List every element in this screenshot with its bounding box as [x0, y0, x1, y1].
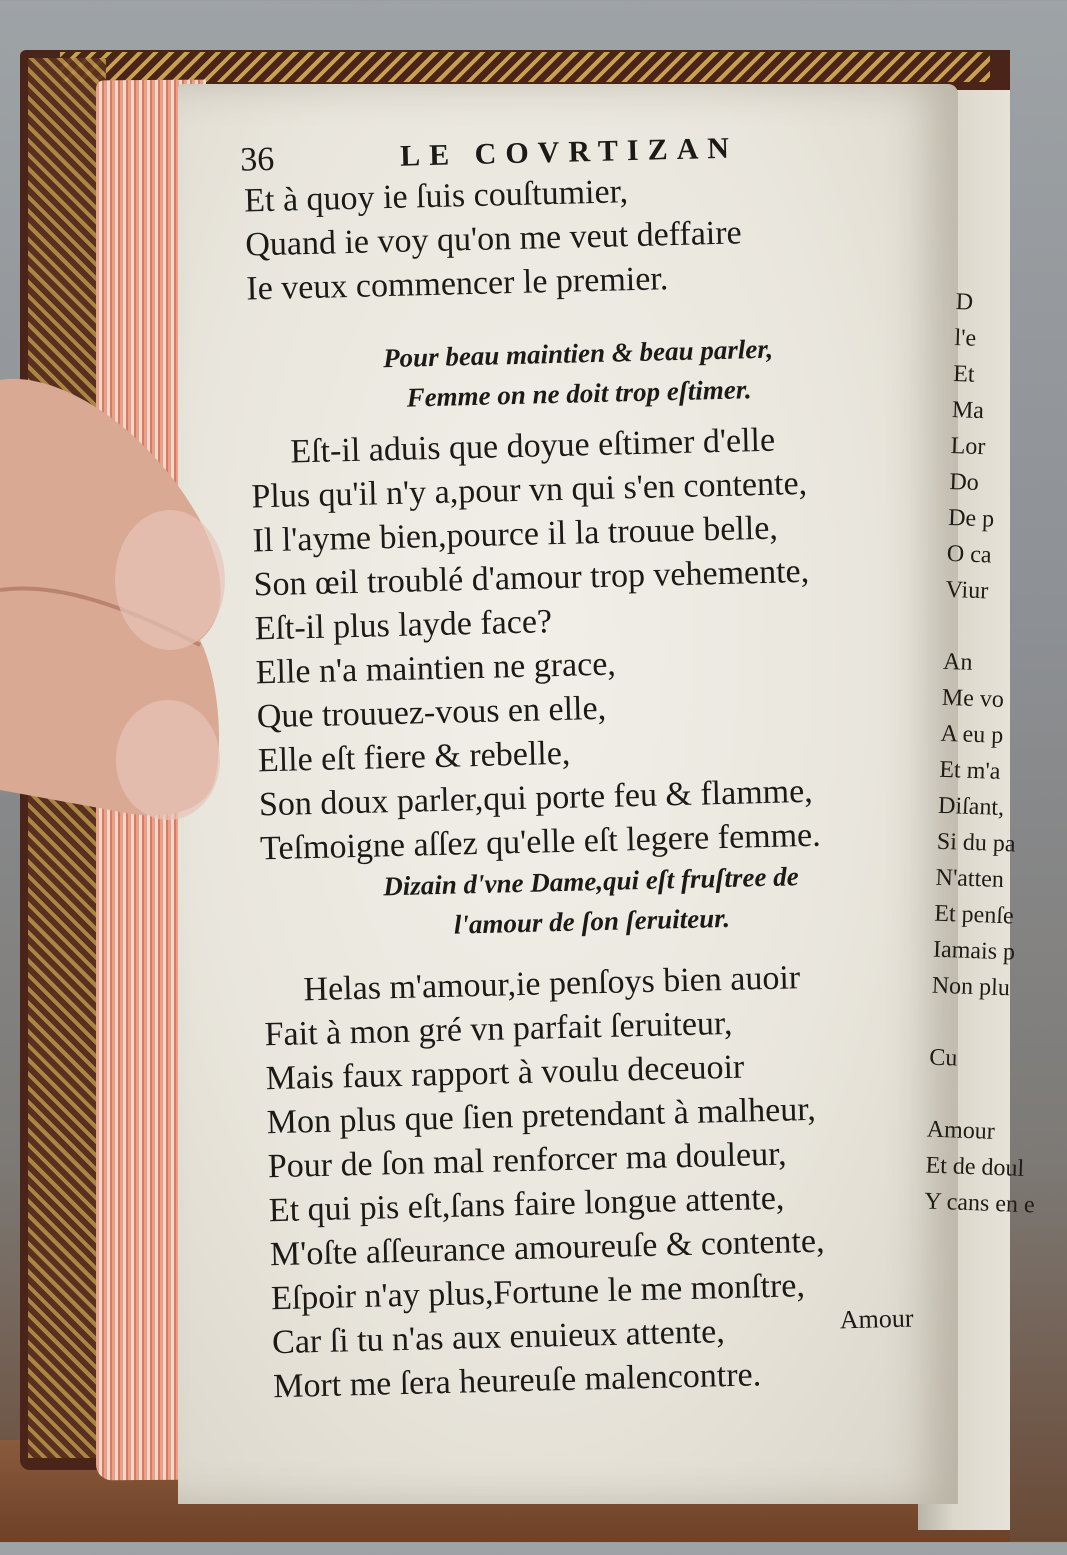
verse-line: Il l'ayme bien,pource il la trouue belle,: [252, 509, 779, 560]
verse-line: Pour de ſon mal renforcer ma douleur,: [267, 1135, 788, 1186]
facing-page-line: Diſant,: [937, 792, 1005, 822]
verse-line: Car ſi tu n'as aux enuieux attente,: [271, 1313, 726, 1362]
facing-page-line: De p: [947, 504, 995, 533]
poem-title-line: Pour beau maintien & beau parler,: [382, 333, 774, 374]
verse-line: Eſt-il aduis que doyue eſtimer d'elle: [289, 421, 776, 471]
facing-page-line: Me vo: [941, 684, 1005, 713]
facing-page-line: Lor: [950, 432, 986, 461]
poem2-body: [263, 953, 934, 1409]
facing-page-line: Et m'a: [938, 756, 1001, 785]
verse-line: Helas m'amour,ie penſoys bien auoir: [303, 959, 801, 1009]
facing-page-line: Iamais p: [932, 936, 1016, 966]
running-title: LE COVRTIZAN: [399, 131, 739, 173]
facing-page-line: Et de doul: [925, 1152, 1025, 1182]
facing-page-line: Viur: [945, 576, 989, 605]
verse-line: Que trouuez-vous en elle,: [256, 689, 607, 736]
facing-page-line: N'atten: [935, 864, 1005, 894]
verse-line: Et à quoy ie ſuis couſtumier,: [243, 173, 629, 220]
verse-line: Son œil troublé d'amour trop vehemente,: [253, 552, 810, 604]
verse-line: Eſpoir n'ay plus,Fortune le me monſtre,: [270, 1267, 806, 1318]
verse-line: Quand ie voy qu'on me veut deffaire: [244, 214, 743, 264]
facing-page-line: A eu p: [940, 720, 1004, 749]
facing-page-line: Si du pa: [936, 828, 1016, 858]
poem1-title: [248, 325, 910, 421]
verse-line: Son doux parler,qui porte feu & flamme,: [258, 772, 814, 824]
facing-page-line: An: [942, 648, 973, 676]
verse-line: M'oſte aſſeurance amoureuſe & contente,: [269, 1222, 825, 1274]
facing-page-line: Y cans en e: [923, 1188, 1036, 1219]
verse-line: Eſt-il plus layde face?: [254, 603, 553, 648]
facing-page-line: Cu: [928, 1044, 958, 1072]
facing-page-line: Amour: [926, 1116, 996, 1145]
poem-title-line: l'amour de ſon ſeruiteur.: [453, 902, 731, 940]
facing-page-line: O ca: [946, 540, 992, 569]
verse-line: Fait à mon gré vn parfait ſeruiteur,: [264, 1004, 733, 1054]
verse-line: Mort me ſera heureuſe malencontre.: [272, 1356, 762, 1406]
poem2-title: [261, 853, 923, 949]
verse-line: Teſmoigne aſſez qu'elle eſt legere femme.: [259, 816, 822, 868]
page-number: 36: [239, 140, 275, 179]
poem-title-line: Femme on ne doit trop eſtimer.: [406, 374, 752, 413]
verse-line: Ie veux commencer le premier.: [245, 260, 669, 308]
verse-line: Plus qu'il n'y a,pour vn qui s'en contente,: [251, 464, 808, 516]
facing-page-line: Et: [952, 361, 975, 388]
facing-page-line: l'e: [954, 325, 977, 352]
catchword: Amour: [839, 1303, 914, 1335]
verse-line: Elle n'a maintien ne grace,: [255, 645, 617, 692]
poem1-body: [250, 415, 921, 871]
facing-page-line: D: [955, 289, 974, 316]
stanza-opening: [244, 163, 907, 311]
verse-line: Mon plus que ſien pretendant à malheur,: [266, 1090, 817, 1142]
verse-line: Et qui pis eſt,ſans faire longue attente,: [268, 1179, 785, 1230]
facing-page-line: Et penſe: [933, 900, 1015, 930]
poem-title-line: Dizain d'vne Dame,qui eſt fruſtree de: [382, 861, 800, 902]
facing-page-line: Ma: [951, 396, 985, 425]
facing-page-line: Non plu: [931, 972, 1011, 1002]
verse-line: Mais faux rapport à voulu deceuoir: [265, 1048, 745, 1098]
verse-line: Elle eſt fiere & rebelle,: [257, 734, 571, 780]
facing-page-line: Do: [948, 468, 980, 496]
holding-finger: [0, 370, 240, 820]
